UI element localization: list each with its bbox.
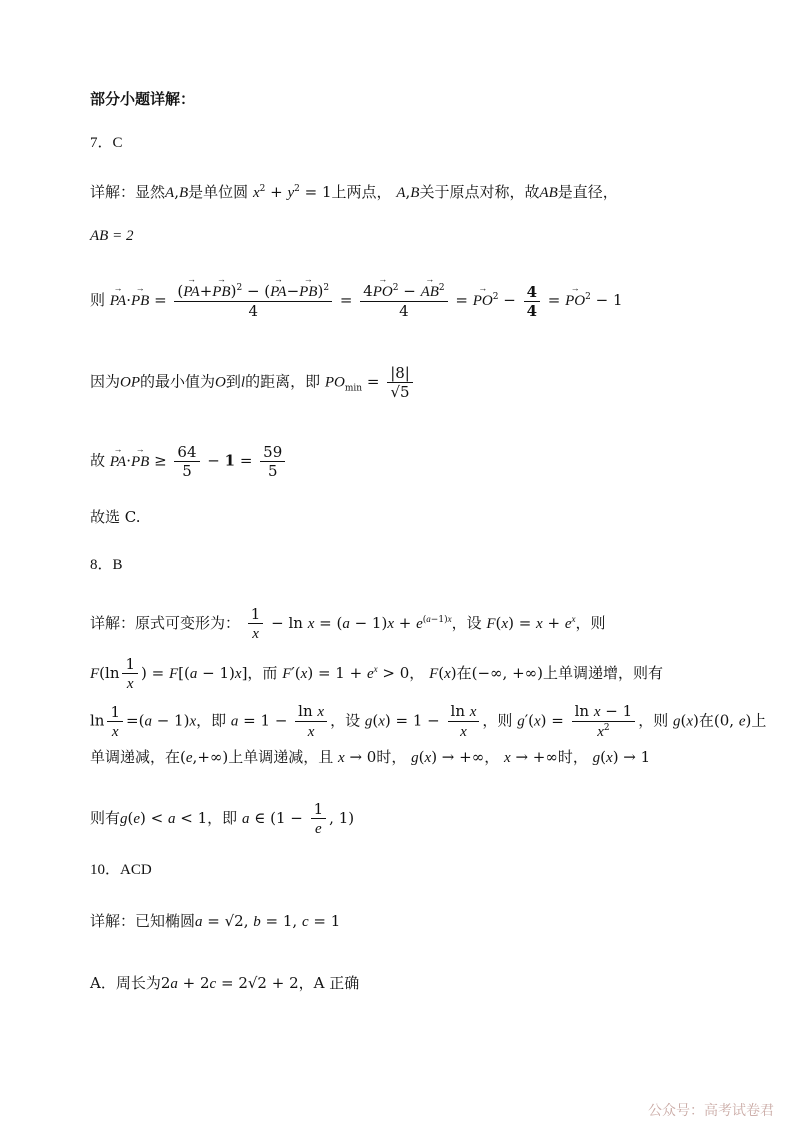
q8-line-5: 则有g(e) < a < 1，即 a ∈ (1 − $\frac{1}{e}$ , 1) — [90, 800, 355, 837]
q10-line-2: A．周长为2a + 2c = 2√2 + 2，A 正确 — [90, 974, 360, 992]
q8-line-2: F(ln $\frac{1}{x}$ ) = F[(a − 1)x]，而 $F'(x) = 1 + e^x > 0$， F(x)在(−∞, +∞)上单调递增，则有 — [90, 655, 664, 692]
watermark: 公众号：高考试卷君 — [648, 1103, 774, 1119]
q10-line-1: 详解：已知椭圆a = √2, b = 1, c = 1 — [90, 912, 341, 930]
q7-line-5: 故 → PA·→ PB ≥ $\frac{64}{5}$ − 1 = $\frac{59}{5}$ — [90, 443, 288, 480]
q8-line-3: ln $\frac{1}{x}$ =(a − 1)x，即 a = 1 − $\frac{\text{ln x}}{x}$ ，设 g(x) = 1 − $\frac{\text{ln x}}{x}$ ，则 g′(x) = $\frac{\text{ln x − 1}}{x^2}$ ，则 g(x)在(0, e)上 — [90, 702, 767, 740]
section-title: 部分小题详解： — [90, 90, 196, 108]
q8-answer: 8．B — [90, 557, 123, 573]
q7-line-3: 则 → PA·→ PB = $\frac{(\to PA+\to PB)^2 - (\to PA-\to PB)^2}{4}$ = $\frac{4\to PO^2 - \to AB^2}{4}$ = → $PO^2$ − $\frac{4}{4}$ = → $PO^2 - 1$ — [90, 282, 623, 320]
q7-line-4: 因为OP的最小值为O到l的距离，即 $PO_{min}$ = $\frac{|8|}{√5}$ — [90, 364, 416, 401]
q7-line-6: 故选 C. — [90, 508, 141, 526]
q7-line-1: 详解：显然A,B是单位圆 $x^2 + y^2 = 1$上两点， A,B关于原点对称，故AB是直径， — [90, 183, 618, 201]
q8-line-1: 详解：原式可变形为： $\frac{1}{x}$ − $\ln x = (a - 1)x + e^{(a-1)x}$，设 $F(x) = x + e^x$，则 — [90, 605, 606, 642]
q7-answer: 7．C — [90, 135, 123, 151]
q10-answer: 10．ACD — [90, 862, 152, 878]
q8-line-4: 单调递减，在(e,+∞)上单调递减，且 x → 0时， g(x) → +∞， x → +∞时， g(x) → 1 — [90, 748, 651, 766]
q7-line-2: AB = 2 — [90, 228, 134, 244]
